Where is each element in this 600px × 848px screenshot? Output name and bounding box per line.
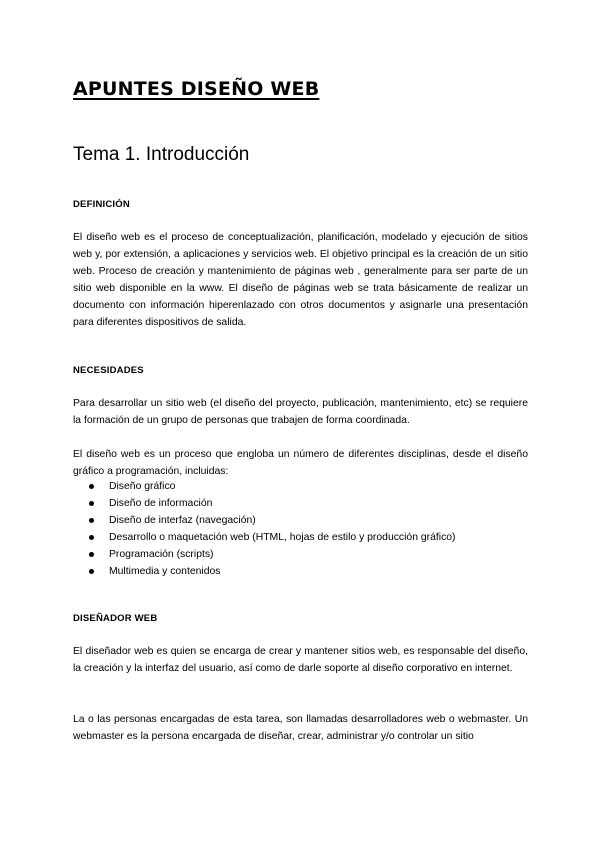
section-heading-disenador: DISEÑADOR WEB <box>73 613 158 624</box>
section-heading-necesidades: NECESIDADES <box>73 365 144 376</box>
list-item: Diseño gráfico <box>73 478 528 495</box>
bullet-icon <box>89 484 94 489</box>
paragraph-definicion: El diseño web es el proceso de conceptualización, planificación, modelado y ejecución de sitios web y, por extensión, a aplicaciones y servicios web. El objetivo principal es la creación de un sitio web. Proceso de creación y mantenimiento de páginas web , generalmente para ser parte de un sitio web disponible en la www. El diseño de páginas web se trata básicamente de realizar un documento con información hiperenlazado con otros documentos y asignarle una presentación para diferentes dispositivos de salida. <box>73 232 528 328</box>
list-item: Multimedia y contenidos <box>73 563 528 580</box>
bullet-icon <box>89 569 94 574</box>
paragraph-necesidades-2: El diseño web es un proceso que engloba un número de diferentes disciplinas, desde el diseño gráfico a programación, incluidas: <box>73 449 528 477</box>
bullet-icon <box>89 535 94 540</box>
list-item: Programación (scripts) <box>73 546 528 563</box>
list-item: Diseño de interfaz (navegación) <box>73 512 528 529</box>
document-title: APUNTES DISEÑO WEB <box>73 78 320 100</box>
list-item: Desarrollo o maquetación web (HTML, hojas de estilo y producción gráfico) <box>73 529 528 546</box>
section-heading-definicion: DEFINICIÓN <box>73 199 130 210</box>
chapter-title: Tema 1. Introducción <box>73 144 250 165</box>
bullet-icon <box>89 518 94 523</box>
paragraph-necesidades-1: Para desarrollar un sitio web (el diseño del proyecto, publicación, mantenimiento, etc) se requiere la formación de un grupo de personas que trabajen de forma coordinada. <box>73 398 528 426</box>
disciplines-list <box>73 478 528 580</box>
paragraph-disenador-1: El diseñador web es quien se encarga de crear y mantener sitios web, es responsable del diseño, la creación y la interfaz del usuario, así como de darle soporte al diseño corporativo en internet. <box>73 646 528 674</box>
paragraph-disenador-2: La o las personas encargadas de esta tarea, son llamadas desarrolladores web o webmaster. Un webmaster es la persona encargada de diseñar, crear, administrar y/o controlar un sitio <box>73 714 528 742</box>
bullet-icon <box>89 552 94 557</box>
bullet-icon <box>89 501 94 506</box>
list-item: Diseño de información <box>73 495 528 512</box>
